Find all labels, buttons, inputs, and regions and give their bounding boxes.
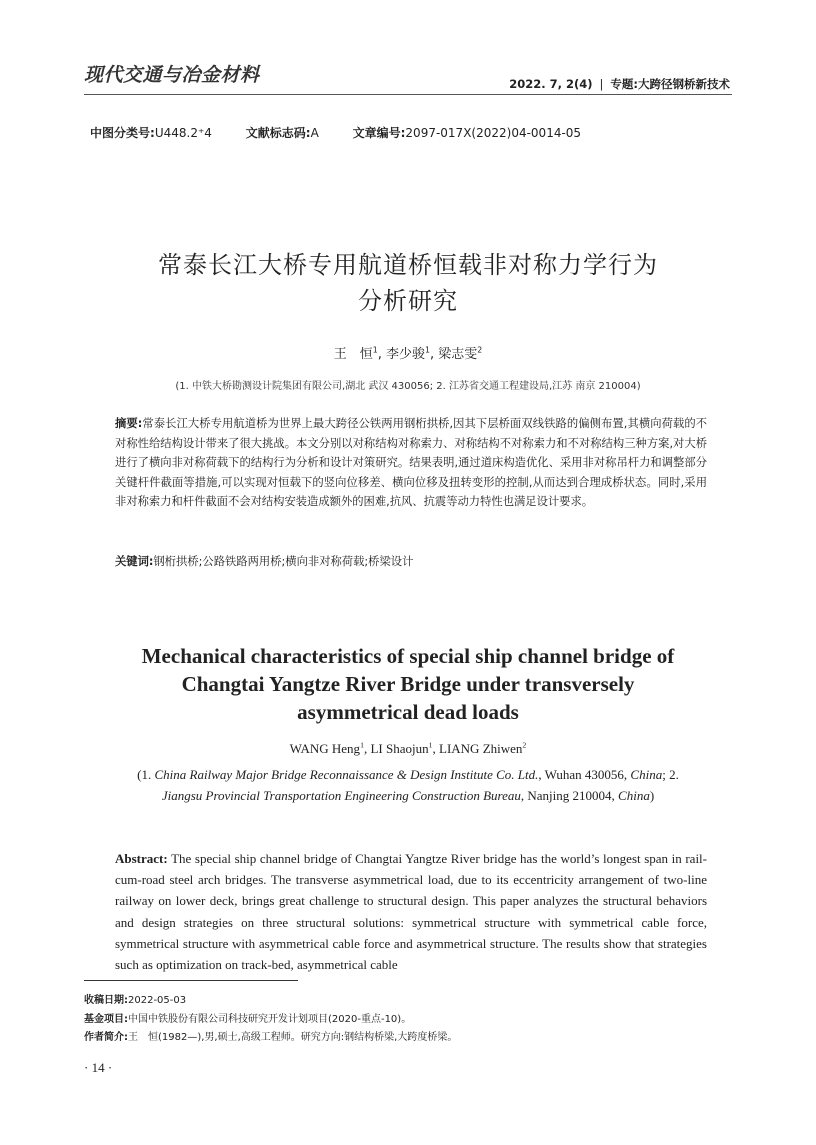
footnote-rule (84, 980, 298, 981)
abstract-label: Abstract: (115, 851, 168, 866)
english-authors: WANG Heng$^1$, LI Shaojun$^1$, LIANG Zhiwen$^2$ (289, 740, 527, 756)
abstract-text: The special ship channel bridge of Changtai Yangtze River bridge has the world’s longest span in rail-cum-road steel arch bridges. The transverse asymmetrical load, due to its eccentricity arrangement of two-line railway on lower deck, brings great challenge to structural design. This paper analyzes the structural behaviors and design strategies on three structural solutions: symmetrical structure with symmetrical cable force, symmetrical structure with asymmetrical cable force and asymmetrical structure. The results show that strategies such as optimization on track-bed, asymmetrical cable (115, 851, 707, 973)
abstract-text: 常泰长江大桥专用航道桥为世界上最大跨径公铁两用钢桁拱桥,因其下层桥面双线铁路的偏侧布置,其横向荷载的不对称性给结构设计带来了很大挑战。本文分别以对称结构对称索力、对称结构不对称索力和不对称结构三种方案,对大桥进行了横向非对称荷载下的结构行为分析和设计对策研究。结果表明,通过道床构造优化、采用非对称吊杆力和调整部分关键杆件截面等措施,可以实现对恒载下的竖向位移差、横向位移及扭转变形的控制,从而达到合理成桥状态。同时,采用非对称索力和杆件截面不会对结构安装造成额外的困难,抗风、抗震等动力特性也满足设计要求。 (115, 417, 707, 509)
english-abstract (115, 848, 707, 975)
author-name: LI Shaojun (370, 741, 429, 756)
chinese-title (84, 247, 732, 319)
footnotes (84, 992, 732, 1048)
author-affil-mark: 1 (425, 345, 430, 355)
english-title-line-2: Changtai Yangtze River Bridge under transversely (181, 672, 635, 696)
author-bio: 作者简介:王 恒(1982—),男,硕士,高级工程师。研究方向:钢结构桥梁,大跨度桥梁。 (84, 1032, 458, 1043)
chinese-authors: 王 恒$^1$, 李少骏$^1$, 梁志雯$^2$ (333, 345, 483, 362)
english-affiliation: (1. China Railway Major Bridge Reconnaissance & Design Institute Co. Ltd., Wuhan 430056, China; 2. Jiangsu Provincial Transportation Engineering Construction Bureau, Nanjing 210004, China) (137, 767, 679, 803)
author-affil-mark: 2 (522, 740, 527, 750)
header-rule (84, 94, 732, 95)
author-name: 李少骏 (386, 347, 426, 362)
author-affil-mark: 1 (372, 345, 378, 355)
chinese-title-line-1: 常泰长江大桥专用航道桥恒载非对称力学行为 (158, 251, 658, 279)
author-affil-mark: 1 (360, 740, 364, 750)
english-title-line-1: Mechanical characteristics of special ship channel bridge of (141, 644, 675, 668)
english-title-line-3: asymmetrical dead loads (297, 700, 519, 724)
chinese-title-line-2: 分析研究 (358, 287, 458, 315)
author-affil-mark: 1 (428, 740, 433, 750)
author-affil-mark: 2 (477, 345, 483, 355)
document-code: 文献标志码:A (245, 126, 319, 140)
header-separator: | (599, 77, 604, 91)
topic-label: 专题:大跨径钢桥新技术 (610, 77, 730, 91)
fund-project: 基金项目:中国中铁股份有限公司科技研究开发计划项目(2020-重点-10)。 (84, 1013, 412, 1025)
english-title (84, 642, 732, 726)
chinese-affiliation: (1. 中铁大桥勘测设计院集团有限公司,湖北 武汉 430056; 2. 江苏省交通工程建设局,江苏 南京 210004) (175, 381, 641, 392)
issue-header (430, 76, 730, 92)
author-name: 梁志雯 (438, 347, 478, 362)
issue-number: 2022. 7, 2(4) (509, 77, 593, 91)
chinese-keywords (115, 553, 707, 569)
keywords-text: 钢桁拱桥;公路铁路两用桥;横向非对称荷载;桥梁设计 (153, 555, 414, 568)
page-number: · 14 · (84, 1060, 113, 1075)
abstract-label: 摘要: (115, 417, 143, 430)
author-name: 王 恒 (333, 347, 373, 362)
classification-line (90, 124, 611, 141)
keywords-label: 关键词: (115, 555, 154, 568)
received-date: 收稿日期:2022-05-03 (84, 995, 187, 1006)
clc-code: 中图分类号:U448.2⁺4 (90, 126, 212, 140)
journal-logo: 现代交通与冶金材料 (84, 64, 260, 86)
author-name: LIANG Zhiwen (439, 741, 523, 756)
chinese-abstract (115, 414, 707, 512)
author-name: WANG Heng (289, 741, 361, 756)
article-number: 文章编号:2097-017X(2022)04-0014-05 (352, 126, 582, 140)
